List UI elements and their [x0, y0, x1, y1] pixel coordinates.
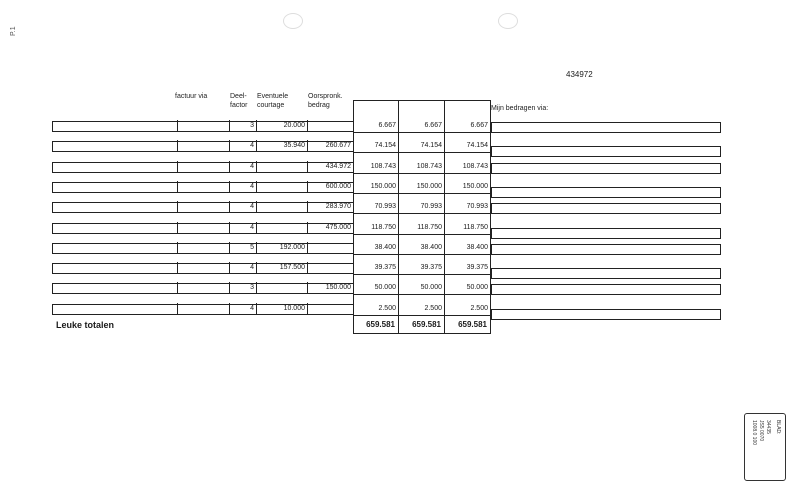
- cell-bedrag-3: 74.154: [466, 142, 488, 149]
- cell-oorspronk-bedrag: [309, 120, 351, 131]
- grid-line: [229, 201, 230, 212]
- cell-bedrag-3: 2.500: [470, 305, 488, 312]
- cell-bedrag-2: 118.750: [417, 224, 442, 231]
- total-value-3: 659.581: [458, 320, 487, 329]
- row-field-bar-right: [491, 187, 721, 198]
- cell-courtage: 192.000: [279, 244, 305, 251]
- cell-oorspronk-bedrag: [309, 262, 351, 273]
- grid-line: [177, 120, 178, 131]
- header-deelfactor-line2: factor: [230, 102, 248, 109]
- grid-line: [256, 140, 257, 151]
- cell-deelfactor: 4: [250, 224, 254, 231]
- header-oorspronk-line2: bedrag: [308, 102, 330, 109]
- cell-deelfactor: 4: [250, 203, 254, 210]
- cell-bedrag-1: 2.500: [378, 305, 396, 312]
- cell-bedrag-3: 70.993: [466, 203, 488, 210]
- grid-line: [490, 100, 491, 334]
- grid-line: [256, 222, 257, 233]
- row-field-bar-right: [491, 284, 721, 295]
- cell-oorspronk-bedrag: 283.970: [325, 203, 351, 210]
- grid-line: [177, 303, 178, 314]
- grid-line: [307, 222, 308, 233]
- cell-bedrag-3: 118.750: [463, 224, 488, 231]
- cell-bedrag-2: 70.993: [420, 203, 442, 210]
- header-eventuele-courtage: [257, 92, 288, 110]
- grid-line: [229, 222, 230, 233]
- grid-line: [307, 201, 308, 212]
- cell-bedrag-1: 6.667: [378, 122, 396, 129]
- cell-bedrag-2: 74.154: [420, 142, 442, 149]
- cell-courtage: 35.940: [283, 142, 305, 149]
- cell-bedrag-3: 150.000: [462, 183, 488, 190]
- grid-line: [256, 120, 257, 131]
- cell-bedrag-3: 6.667: [470, 122, 488, 129]
- header-deelfactor: [230, 92, 248, 110]
- cell-bedrag-1: 39.375: [374, 264, 396, 271]
- cell-deelfactor: 4: [250, 264, 254, 271]
- cell-deelfactor: 4: [250, 183, 254, 190]
- totals-label: Leuke totalen: [56, 320, 115, 330]
- grid-line: [229, 140, 230, 151]
- cell-deelfactor: 3: [250, 122, 254, 129]
- grid-line: [353, 193, 491, 194]
- cell-deelfactor: 4: [250, 142, 254, 149]
- cell-courtage: [258, 181, 305, 192]
- cell-deelfactor: 5: [250, 244, 254, 251]
- grid-line: [353, 333, 491, 334]
- grid-line: [353, 132, 491, 133]
- row-field-bar-right: [491, 309, 721, 320]
- grid-line: [307, 303, 308, 314]
- row-field-bar-right: [491, 122, 721, 133]
- stamp-line-1: BLAD:: [775, 420, 781, 435]
- cell-bedrag-2: 108.743: [416, 163, 442, 170]
- header-deelfactor-line1: Deel-: [230, 93, 247, 100]
- grid-line: [353, 274, 491, 275]
- cell-oorspronk-bedrag: [309, 242, 351, 253]
- grid-line: [307, 181, 308, 192]
- cell-bedrag-3: 108.743: [462, 163, 488, 170]
- grid-line: [177, 242, 178, 253]
- cell-bedrag-1: 74.154: [374, 142, 396, 149]
- grid-line: [353, 100, 491, 101]
- grid-line: [177, 201, 178, 212]
- stamp-line-4: 1008.0 100: [751, 420, 757, 446]
- cell-bedrag-1: 38.400: [374, 244, 396, 251]
- grid-line: [256, 242, 257, 253]
- cell-deelfactor: 3: [250, 284, 254, 291]
- cell-deelfactor: 4: [250, 163, 254, 170]
- cell-deelfactor: 4: [250, 305, 254, 312]
- grid-line: [177, 181, 178, 192]
- grid-line: [229, 282, 230, 293]
- cell-bedrag-2: 38.400: [420, 244, 442, 251]
- cell-oorspronk-bedrag: 600.000: [325, 183, 351, 190]
- cell-bedrag-2: 50.000: [420, 284, 442, 291]
- header-oorspronk-line1: Oorspronk.: [308, 93, 343, 100]
- cell-courtage: 157.500: [279, 264, 305, 271]
- cell-courtage: 20.000: [283, 122, 305, 129]
- grid-line: [229, 161, 230, 172]
- grid-line: [353, 100, 354, 334]
- grid-line: [353, 234, 491, 235]
- cell-bedrag-3: 38.400: [466, 244, 488, 251]
- grid-line: [177, 161, 178, 172]
- row-field-bar-right: [491, 146, 721, 157]
- grid-line: [229, 262, 230, 273]
- row-field-bar-right: [491, 163, 721, 174]
- cell-bedrag-1: 118.750: [371, 224, 396, 231]
- header-eventuele-line1: Eventuele: [257, 93, 289, 100]
- grid-line: [307, 161, 308, 172]
- cell-oorspronk-bedrag: [309, 303, 351, 314]
- row-field-bar-right: [491, 203, 721, 214]
- grid-line: [229, 181, 230, 192]
- cell-courtage: [258, 201, 305, 212]
- grid-line: [177, 222, 178, 233]
- cell-courtage: [258, 282, 305, 293]
- grid-line: [353, 173, 491, 174]
- row-field-bar-right: [491, 268, 721, 279]
- grid-line: [229, 120, 230, 131]
- punch-hole-mark: [283, 13, 303, 29]
- cell-bedrag-3: 50.000: [466, 284, 488, 291]
- grid-line: [256, 161, 257, 172]
- grid-line: [353, 152, 491, 153]
- cell-bedrag-1: 50.000: [374, 284, 396, 291]
- grid-line: [307, 120, 308, 131]
- header-eventuele-line2: courtage: [257, 102, 285, 109]
- header-factuur-via: factuur via: [175, 93, 208, 100]
- cell-oorspronk-bedrag: 434.972: [325, 163, 351, 170]
- grid-line: [256, 201, 257, 212]
- grid-line: [307, 282, 308, 293]
- grid-line: [256, 262, 257, 273]
- stamp-line-3: JS5 0070: [758, 420, 764, 442]
- cell-courtage: [258, 161, 305, 172]
- cell-bedrag-2: 2.500: [424, 305, 442, 312]
- cell-courtage: 10.000: [283, 305, 305, 312]
- grid-line: [307, 262, 308, 273]
- punch-hole-mark: [498, 13, 518, 29]
- grid-line: [177, 282, 178, 293]
- grid-line: [353, 213, 491, 214]
- cell-courtage: [258, 222, 305, 233]
- cell-bedrag-2: 6.667: [424, 122, 442, 129]
- grid-line: [398, 100, 399, 334]
- grid-line: [353, 315, 491, 316]
- page-stamp: [744, 413, 786, 481]
- cell-oorspronk-bedrag: 260.677: [325, 142, 351, 149]
- cell-bedrag-2: 39.375: [420, 264, 442, 271]
- grid-line: [177, 262, 178, 273]
- row-field-bar-right: [491, 244, 721, 255]
- cell-bedrag-2: 150.000: [416, 183, 442, 190]
- grid-line: [307, 242, 308, 253]
- page-ref: P.1: [10, 26, 17, 36]
- grid-line: [177, 140, 178, 151]
- cell-bedrag-1: 70.993: [374, 203, 396, 210]
- cell-oorspronk-bedrag: 475.000: [325, 224, 351, 231]
- header-mijn-bedragen: Mijn bedragen via:: [491, 105, 549, 112]
- cell-bedrag-1: 108.743: [370, 163, 396, 170]
- grid-line: [256, 181, 257, 192]
- cell-oorspronk-bedrag: 150.000: [325, 284, 351, 291]
- total-value-2: 659.581: [412, 320, 441, 329]
- total-value-1: 659.581: [366, 320, 395, 329]
- grid-line: [229, 242, 230, 253]
- header-oorspronk-bedrag: [308, 92, 343, 110]
- cell-bedrag-3: 39.375: [466, 264, 488, 271]
- grid-line: [229, 303, 230, 314]
- cell-bedrag-1: 150.000: [370, 183, 396, 190]
- grid-line: [256, 303, 257, 314]
- stamp-line-2: 34435: [765, 420, 771, 434]
- row-field-bar-right: [491, 228, 721, 239]
- grid-line: [256, 282, 257, 293]
- document-number: 434972: [566, 70, 593, 79]
- grid-line: [353, 254, 491, 255]
- grid-line: [353, 294, 491, 295]
- grid-line: [444, 100, 445, 334]
- grid-line: [307, 140, 308, 151]
